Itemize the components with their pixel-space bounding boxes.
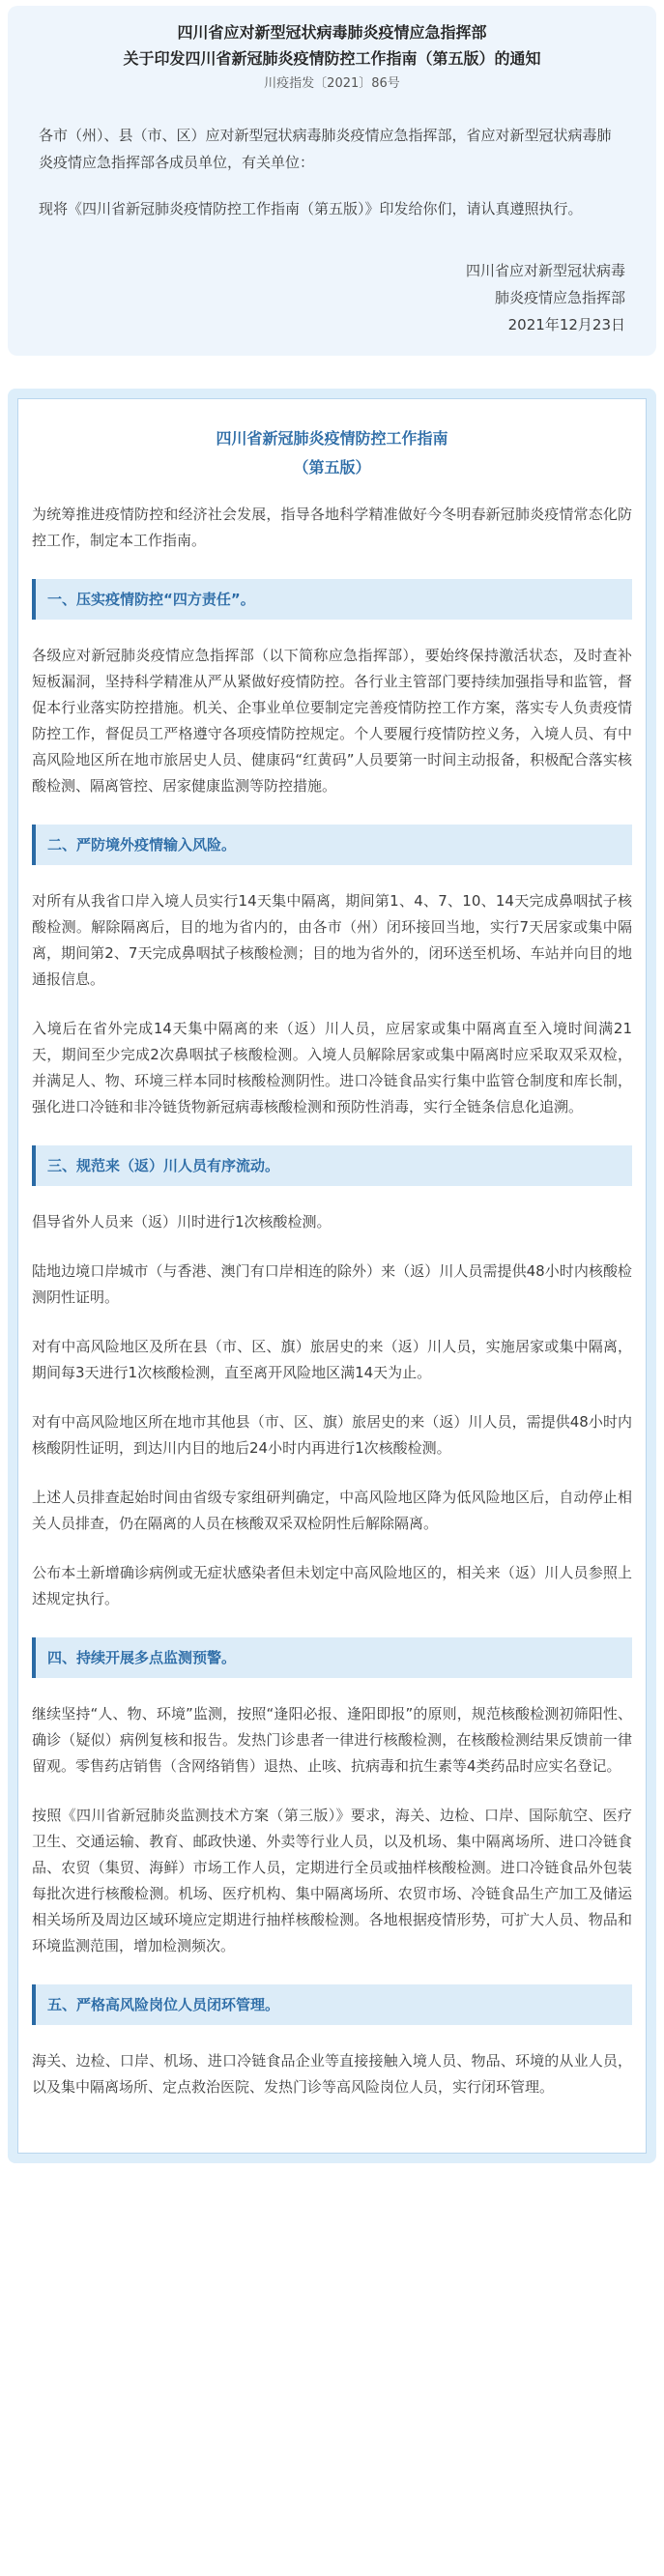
section-heading-3: 三、规范来（返）川人员有序流动。 (32, 1145, 632, 1186)
notice-title-line2: 关于印发四川省新冠肺炎疫情防控工作指南（第五版）的通知 (123, 49, 541, 68)
notice-signature (39, 257, 625, 338)
guide-card (8, 389, 656, 2163)
section-4-paragraph-1: 继续坚持“人、物、环境”监测，按照“逢阳必报、逢阳即报”的原则，规范核酸检测初筛阳性、确诊（疑似）病例复核和报告。发热门诊患者一律进行核酸检测，在核酸检测结果反馈前一律留观。零售药店销售（含网络销售）退热、止咳、抗病毒和抗生素等4类药品时应实名登记。 (32, 1705, 632, 1775)
notice-doc-number: 川疫指发〔2021〕86号 (264, 76, 400, 91)
section-3-paragraph-5: 上述人员排查起始时间由省级专家组研判确定，中高风险地区降为低风险地区后，自动停止相关人员排查，仍在隔离的人员在核酸双采双检阴性后解除隔离。 (32, 1489, 632, 1532)
section-4-paragraph-2: 按照《四川省新冠肺炎监测技术方案（第三版）》要求，海关、边检、口岸、国际航空、医疗卫生、交通运输、教育、邮政快递、外卖等行业人员，以及机场、集中隔离场所、进口冷链食品、农贸（集贸、海鲜）市场工作人员，定期进行全员或抽样核酸检测。进口冷链食品外包装每批次进行核酸检测。机场、医疗机构、集中隔离场所、农贸市场、冷链食品生产加工及储运相关场所及周边区域环境应定期进行抽样核酸检测。各地根据疫情形势，可扩大人员、物品和环境监测范围，增加检测频次。 (32, 1807, 632, 1954)
notice-addressee: 各市（州）、县（市、区）应对新型冠状病毒肺炎疫情应急指挥部，省应对新型冠状病毒肺炎疫情应急指挥部各成员单位，有关单位： (39, 127, 612, 171)
signature-line2: 肺炎疫情应急指挥部 (494, 289, 625, 306)
section-2-paragraph-2: 入境后在省外完成14天集中隔离的来（返）川人员，应居家或集中隔离直至入境时间满21天，期间至少完成2次鼻咽拭子核酸检测。入境人员解除居家或集中隔离时应采取双采双检，并满足人、物、环境三样本同时核酸检测阴性。进口冷链食品实行集中监管仓制度和库长制，强化进口冷链和非冷链货物新冠病毒核酸检测和预防性消毒，实行全链条信息化追溯。 (32, 1020, 632, 1115)
notice-body: 现将《四川省新冠肺炎疫情防控工作指南（第五版）》印发给你们，请认真遵照执行。 (39, 200, 583, 217)
guide-subtitle: （第五版） (293, 458, 371, 477)
signature-line1: 四川省应对新型冠状病毒 (465, 262, 625, 279)
section-3-paragraph-4: 对有中高风险地区所在地市其他县（市、区、旗）旅居史的来（返）川人员，需提供48小时内核酸阴性证明，到达川内目的地后24小时内再进行1次核酸检测。 (32, 1413, 632, 1457)
section-5-paragraph-1: 海关、边检、口岸、机场、进口冷链食品企业等直接接触入境人员、物品、环境的从业人员，以及集中隔离场所、定点救治医院、发热门诊等高风险岗位人员，实行闭环管理。 (32, 2052, 632, 2096)
signature-date: 2021年12月23日 (507, 316, 625, 333)
section-heading-5: 五、严格高风险岗位人员闭环管理。 (32, 1984, 632, 2025)
section-heading-2: 二、严防境外疫情输入风险。 (32, 825, 632, 865)
guide-title: 四川省新冠肺炎疫情防控工作指南 (216, 429, 448, 448)
guide-intro: 为统筹推进疫情防控和经济社会发展，指导各地科学精准做好今冬明春新冠肺炎疫情常态化防控工作，制定本工作指南。 (32, 506, 632, 549)
section-3-paragraph-3: 对有中高风险地区及所在县（市、区、旗）旅居史的来（返）川人员，实施居家或集中隔离，期间每3天进行1次核酸检测，直至离开风险地区满14天为止。 (32, 1338, 632, 1381)
section-3-paragraph-2: 陆地边境口岸城市（与香港、澳门有口岸相连的除外）来（返）川人员需提供48小时内核酸检测阴性证明。 (32, 1262, 632, 1306)
guide-content (17, 398, 647, 2154)
section-3-paragraph-1: 倡导省外人员来（返）川时进行1次核酸检测。 (32, 1213, 332, 1230)
section-1-paragraph-1: 各级应对新冠肺炎疫情应急指挥部（以下简称应急指挥部），要始终保持激活状态，及时查补短板漏洞，坚持科学精准从严从紧做好疫情防控。各行业主管部门要持续加强指导和监管，督促本行业落实防控措施。机关、企事业单位要制定完善疫情防控工作方案，落实专人负责疫情防控工作，督促员工严格遵守各项疫情防控规定。个人要履行疫情防控义务，入境人员、有中高风险地区所在地市旅居史人员、健康码“红黄码”人员要第一时间主动报备，积极配合落实核酸检测、隔离管控、居家健康监测等防控措施。 (32, 647, 632, 795)
section-3-paragraph-6: 公布本土新增确诊病例或无症状感染者但未划定中高风险地区的，相关来（返）川人员参照上述规定执行。 (32, 1564, 632, 1607)
section-heading-1: 一、压实疫情防控“四方责任”。 (32, 579, 632, 620)
section-2-paragraph-1: 对所有从我省口岸入境人员实行14天集中隔离，期间第1、4、7、10、14天完成鼻咽拭子核酸检测。解除隔离后，目的地为省内的，由各市（州）闭环接回当地，实行7天居家或集中隔离，期间第2、7天完成鼻咽拭子核酸检测；目的地为省外的，闭环送至机场、车站并向目的地通报信息。 (32, 892, 632, 988)
section-heading-4: 四、持续开展多点监测预警。 (32, 1637, 632, 1678)
notice-card (8, 6, 656, 356)
notice-title-line1: 四川省应对新型冠状病毒肺炎疫情应急指挥部 (177, 23, 487, 42)
